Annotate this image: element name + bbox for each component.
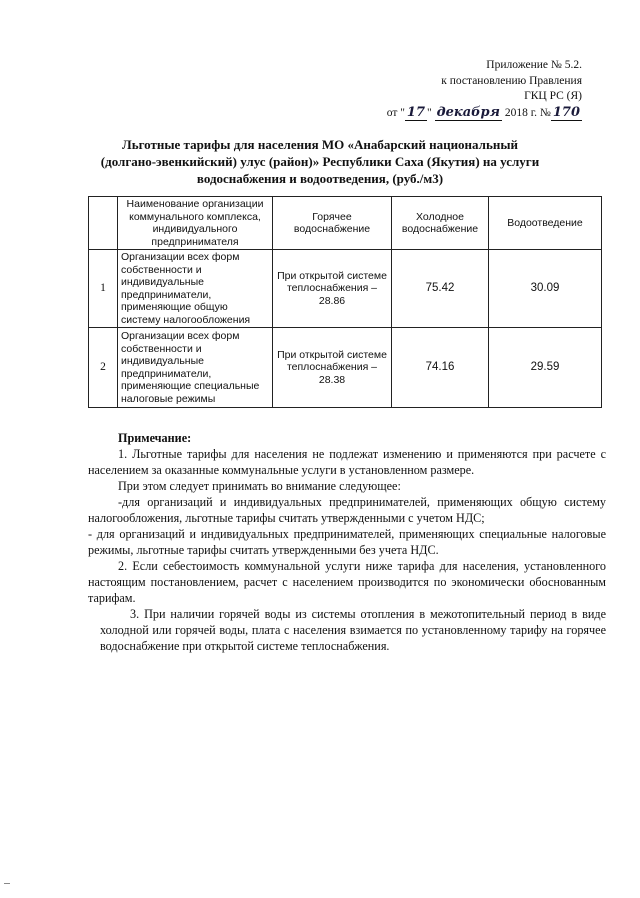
row-cold-water: 75.42 (392, 250, 489, 328)
notes-section (88, 430, 606, 654)
handwritten-number: 170 (552, 104, 580, 120)
row-number: 1 (89, 250, 118, 328)
table-row (89, 328, 602, 408)
note-paragraph-2: При этом следует принимать во внимание следующее: (118, 479, 401, 493)
date-prefix: от (386, 106, 398, 119)
date-year: 2018 г. (504, 106, 537, 119)
header-drainage: Водоотведение (489, 197, 602, 250)
appendix-date-line (342, 105, 582, 122)
row-number: 2 (89, 328, 118, 408)
scan-artifact (4, 883, 10, 884)
notes-heading: Примечание: (118, 431, 192, 445)
note-paragraph-5: 2. Если себестоимость коммунальной услуги ниже тарифа для населения, установленного настоящим постановлением, расчет с населением производится по экономически обоснованным тарифам. (88, 559, 606, 605)
table-row (89, 250, 602, 328)
handwritten-day: 17 (406, 104, 426, 120)
date-quote-open: " (400, 106, 405, 119)
note-paragraph-1: 1. Льготные тарифы для населения не подлежат изменению и применяются при расчете с населением за оказанные коммунальные услуги в установленном размере. (88, 447, 606, 477)
row-cold-water: 74.16 (392, 328, 489, 408)
header-hot-water: Горячее водоснабжение (273, 197, 392, 250)
table-header-row (89, 197, 602, 250)
row-organization: Организации всех форм собственности и индивидуальные предприниматели, применяющие общую систему налогообложения (118, 250, 273, 328)
note-paragraph-6: 3. При наличии горячей воды из системы отопления в межотопительный период в виде холодной или горячей воды, плата с населения взимается по установленному тарифу на горячее водоснабжение при открытой системе теплоснабжения. (100, 607, 606, 653)
tariffs-table (88, 196, 602, 408)
row-drainage: 30.09 (489, 250, 602, 328)
row-drainage: 29.59 (489, 328, 602, 408)
header-cold-water: Холодное водоснабжение (392, 197, 489, 250)
handwritten-month: декабря (436, 104, 500, 120)
appendix-authority: ГКЦ РС (Я) (524, 90, 582, 102)
row-hot-water: При открытой системе теплоснабжения – 28.86 (273, 250, 392, 328)
header-organization: Наименование организации коммунального комплекса, индивидуального предпринимателя (118, 197, 273, 250)
row-hot-water: При открытой системе теплоснабжения – 28.38 (273, 328, 392, 408)
appendix-title: Приложение № 5.2. (486, 59, 582, 71)
document-title: Льготные тарифы для населения МО «Анабарский национальный (долгано-эвенкийский) улус (район)» Республики Саха (Якутия) на услуги водоснабжения и водоотведения, (руб./м3) (100, 137, 540, 186)
row-organization: Организации всех форм собственности и индивидуальные предприниматели, применяющие специальные налоговые режимы (118, 328, 273, 408)
number-sign: № (539, 106, 551, 119)
appendix-block (342, 58, 582, 121)
header-number (89, 197, 118, 250)
appendix-resolution: к постановлению Правления (441, 74, 582, 87)
note-paragraph-3: -для организаций и индивидуальных предпринимателей, применяющих общую систему налогообложения, льготные тарифы считать утвержденными с учетом НДС; (88, 495, 606, 525)
date-quote-close: " (427, 106, 432, 119)
note-paragraph-4: - для организаций и индивидуальных предпринимателей, применяющих специальные налоговые режимы, льготные тарифы считать утвержденными без учета НДС. (88, 527, 606, 557)
